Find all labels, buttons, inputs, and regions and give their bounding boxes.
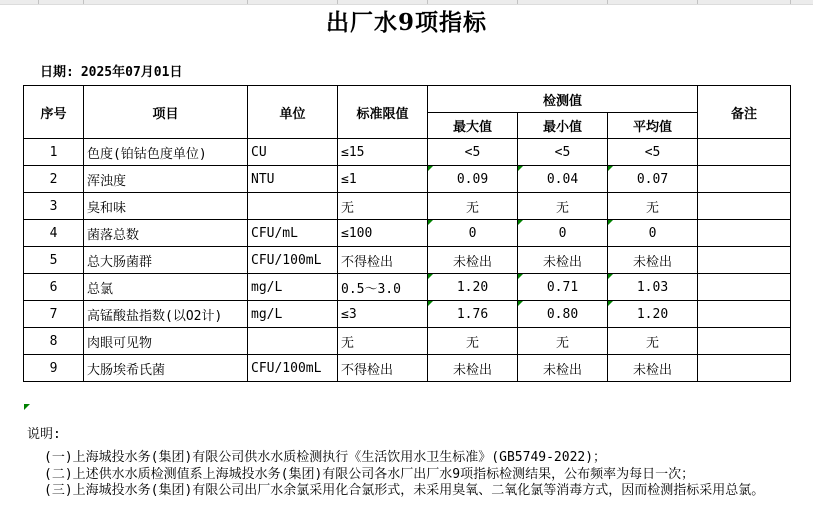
header-detect-group: 检测值 (428, 86, 698, 113)
note-item: (三)上海城投水务(集团)有限公司出厂水余氯采用化合氯形式，未采用臭氧、二氧化氯等消毒方式，因而检测指标采用总氯。 (44, 483, 765, 498)
cell-item: 臭和味 (84, 193, 248, 220)
cell-remark (698, 301, 791, 328)
note-item: (一)上海城投水务(集团)有限公司供水水质检测执行《生活饮用水卫生标准》(GB5749-2022)； (44, 450, 607, 465)
cell-min: 0 (518, 220, 608, 247)
error-indicator-icon (24, 404, 30, 410)
cell-remark (698, 355, 791, 382)
cell-avg: 无 (608, 193, 698, 220)
error-indicator-icon (608, 220, 613, 225)
table-row (24, 247, 791, 274)
cell-limit: 不得检出 (338, 355, 428, 382)
cell-min: <5 (518, 139, 608, 166)
cell-limit: ≤15 (338, 139, 428, 166)
cell-unit: CU (248, 139, 338, 166)
header-no: 序号 (24, 86, 84, 139)
cell-no: 9 (24, 355, 84, 382)
cell-remark (698, 139, 791, 166)
table-row (24, 328, 791, 355)
error-indicator-icon (428, 301, 433, 306)
error-indicator-icon (428, 274, 433, 279)
page-title: 出厂水9项指标 (325, 9, 487, 36)
cell-max: 未检出 (428, 355, 518, 382)
table-row (24, 139, 791, 166)
cell-limit: ≤1 (338, 166, 428, 193)
cell-limit: 无 (338, 193, 428, 220)
cell-limit: ≤3 (338, 301, 428, 328)
cell-min: 0.04 (518, 166, 608, 193)
cell-max: 未检出 (428, 247, 518, 274)
cell-no: 4 (24, 220, 84, 247)
cell-no: 3 (24, 193, 84, 220)
cell-avg: 无 (608, 328, 698, 355)
cell-no: 8 (24, 328, 84, 355)
table-row (24, 166, 791, 193)
cell-avg: 未检出 (608, 355, 698, 382)
date-label: 日期: (40, 65, 74, 80)
header-remark: 备注 (698, 86, 791, 139)
cell-item: 菌落总数 (84, 220, 248, 247)
table-row (24, 355, 791, 382)
error-indicator-icon (428, 220, 433, 225)
cell-unit (248, 328, 338, 355)
cell-remark (698, 220, 791, 247)
cell-avg: 未检出 (608, 247, 698, 274)
cell-max: 1.20 (428, 274, 518, 301)
cell-max: 0 (428, 220, 518, 247)
header-max: 最大值 (428, 113, 518, 139)
header-row-1 (24, 86, 791, 113)
cell-remark (698, 247, 791, 274)
header-min: 最小值 (518, 113, 608, 139)
cell-remark (698, 166, 791, 193)
cell-min: 未检出 (518, 355, 608, 382)
cell-no: 1 (24, 139, 84, 166)
error-indicator-icon (518, 274, 523, 279)
cell-limit: 不得检出 (338, 247, 428, 274)
cell-unit: CFU/mL (248, 220, 338, 247)
cell-unit: mg/L (248, 301, 338, 328)
cell-avg: <5 (608, 139, 698, 166)
cell-max: <5 (428, 139, 518, 166)
cell-min: 无 (518, 193, 608, 220)
cell-max: 0.09 (428, 166, 518, 193)
cell-item: 总氯 (84, 274, 248, 301)
cell-item: 色度(铂钴色度单位) (84, 139, 248, 166)
cell-min: 无 (518, 328, 608, 355)
cell-max: 1.76 (428, 301, 518, 328)
report-date (40, 61, 182, 80)
cell-no: 2 (24, 166, 84, 193)
cell-min: 0.80 (518, 301, 608, 328)
cell-max: 无 (428, 328, 518, 355)
error-indicator-icon (608, 274, 613, 279)
header-limit: 标准限值 (338, 86, 428, 139)
cell-limit: 0.5～3.0 (338, 274, 428, 301)
cell-avg: 1.20 (608, 301, 698, 328)
cell-unit (248, 193, 338, 220)
cell-avg: 1.03 (608, 274, 698, 301)
header-item: 项目 (84, 86, 248, 139)
cell-item: 大肠埃希氏菌 (84, 355, 248, 382)
cell-item: 高锰酸盐指数(以O2计) (84, 301, 248, 328)
indicators-table (23, 85, 791, 382)
notes-label: 说明: (27, 427, 61, 442)
cell-remark (698, 274, 791, 301)
cell-unit: NTU (248, 166, 338, 193)
table-row (24, 274, 791, 301)
error-indicator-icon (518, 166, 523, 171)
note-item: (二)上述供水水质检测值系上海城投水务(集团)有限公司各水厂出厂水9项指标检测结果，公布频率为每日一次； (44, 466, 695, 482)
table-row (24, 301, 791, 328)
cell-remark (698, 193, 791, 220)
cell-max: 无 (428, 193, 518, 220)
cell-avg: 0.07 (608, 166, 698, 193)
error-indicator-icon (608, 166, 613, 171)
cell-avg: 0 (608, 220, 698, 247)
table-row (24, 193, 791, 220)
cell-limit: 无 (338, 328, 428, 355)
table-row (24, 220, 791, 247)
header-avg: 平均值 (608, 113, 698, 139)
error-indicator-icon (428, 166, 433, 171)
cell-limit: ≤100 (338, 220, 428, 247)
cell-item: 肉眼可见物 (84, 328, 248, 355)
cell-min: 0.71 (518, 274, 608, 301)
cell-unit: CFU/100mL (248, 247, 338, 274)
cell-unit: CFU/100mL (248, 355, 338, 382)
cell-no: 5 (24, 247, 84, 274)
cell-remark (698, 328, 791, 355)
cell-unit: mg/L (248, 274, 338, 301)
cell-item: 总大肠菌群 (84, 247, 248, 274)
notes-list (44, 450, 764, 500)
error-indicator-icon (518, 301, 523, 306)
cell-no: 6 (24, 274, 84, 301)
error-indicator-icon (608, 301, 613, 306)
cell-min: 未检出 (518, 247, 608, 274)
header-unit: 单位 (248, 86, 338, 139)
cell-item: 浑浊度 (84, 166, 248, 193)
cell-no: 7 (24, 301, 84, 328)
error-indicator-icon (518, 220, 523, 225)
date-value: 2025年07月01日 (80, 65, 183, 80)
